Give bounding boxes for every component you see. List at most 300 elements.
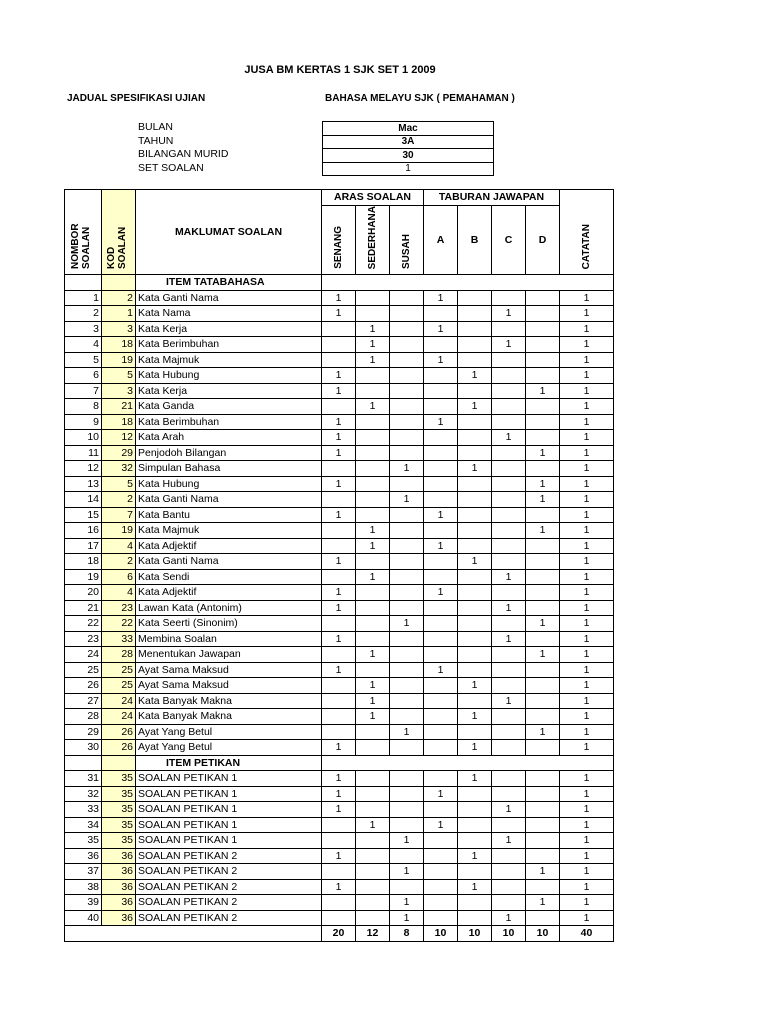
cell-b (458, 383, 492, 399)
cell-senang (322, 352, 356, 368)
cell-b: 1 (458, 740, 492, 756)
cell-nombor: 34 (65, 817, 102, 833)
cell-susah (390, 306, 424, 322)
total-catatan: 40 (560, 926, 614, 942)
cell-maklumat: Kata Sendi (136, 569, 322, 585)
cell-maklumat: Kata Ganti Nama (136, 492, 322, 508)
cell-catatan: 1 (560, 740, 614, 756)
cell-b (458, 631, 492, 647)
cell-a (424, 848, 458, 864)
cell-catatan: 1 (560, 368, 614, 384)
cell-b (458, 445, 492, 461)
cell-b (458, 817, 492, 833)
cell-a (424, 740, 458, 756)
cell-sederhana (356, 771, 390, 787)
cell-susah (390, 678, 424, 694)
cell-sederhana (356, 507, 390, 523)
cell-c: 1 (492, 631, 526, 647)
cell-senang (322, 569, 356, 585)
cell-c (492, 895, 526, 911)
cell-kod: 2 (102, 492, 136, 508)
section-title: ITEM TATABAHASA (136, 275, 322, 291)
header-catatan-label: CATATAN (581, 223, 592, 269)
cell-nombor: 3 (65, 321, 102, 337)
cell-a (424, 864, 458, 880)
cell-c (492, 678, 526, 694)
cell-catatan: 1 (560, 461, 614, 477)
cell-d: 1 (526, 476, 560, 492)
cell-d: 1 (526, 724, 560, 740)
cell-sederhana (356, 864, 390, 880)
cell-d (526, 306, 560, 322)
cell-catatan: 1 (560, 399, 614, 415)
cell-senang: 1 (322, 848, 356, 864)
cell-c (492, 290, 526, 306)
table-row (65, 337, 614, 353)
table-row (65, 724, 614, 740)
cell-nombor: 20 (65, 585, 102, 601)
cell-a (424, 833, 458, 849)
cell-sederhana (356, 476, 390, 492)
cell-d (526, 740, 560, 756)
cell-sederhana (356, 445, 390, 461)
cell-maklumat: Kata Majmuk (136, 523, 322, 539)
cell-c (492, 461, 526, 477)
cell-a (424, 383, 458, 399)
cell-b (458, 895, 492, 911)
cell-a: 1 (424, 290, 458, 306)
cell-catatan: 1 (560, 786, 614, 802)
cell-kod: 35 (102, 802, 136, 818)
totals-empty (102, 926, 136, 942)
cell-catatan: 1 (560, 771, 614, 787)
cell-catatan: 1 (560, 569, 614, 585)
cell-d: 1 (526, 445, 560, 461)
header-taburan: TABURAN JAWAPAN (424, 190, 560, 206)
cell-susah: 1 (390, 910, 424, 926)
section-row (65, 755, 614, 771)
cell-maklumat: SOALAN PETIKAN 1 (136, 786, 322, 802)
cell-c: 1 (492, 306, 526, 322)
cell-d (526, 802, 560, 818)
cell-susah (390, 414, 424, 430)
cell-susah (390, 600, 424, 616)
cell-sederhana: 1 (356, 352, 390, 368)
cell-catatan: 1 (560, 864, 614, 880)
cell-c (492, 321, 526, 337)
info-value-bilangan: 30 (323, 149, 494, 163)
cell-senang: 1 (322, 290, 356, 306)
total-susah: 8 (390, 926, 424, 942)
header-aras: ARAS SOALAN (322, 190, 424, 206)
cell-sederhana: 1 (356, 709, 390, 725)
cell-susah (390, 585, 424, 601)
cell-c: 1 (492, 600, 526, 616)
cell-catatan: 1 (560, 306, 614, 322)
cell-maklumat: Ayat Yang Betul (136, 724, 322, 740)
cell-d (526, 600, 560, 616)
cell-maklumat: Membina Soalan (136, 631, 322, 647)
cell-b (458, 306, 492, 322)
cell-maklumat: SOALAN PETIKAN 2 (136, 910, 322, 926)
cell-a (424, 337, 458, 353)
cell-catatan: 1 (560, 802, 614, 818)
cell-maklumat: Kata Ganti Nama (136, 554, 322, 570)
cell-maklumat: Kata Nama (136, 306, 322, 322)
info-label-bilangan: BILANGAN MURID (138, 148, 229, 160)
cell-kod: 2 (102, 290, 136, 306)
cell-kod: 26 (102, 724, 136, 740)
cell-c (492, 585, 526, 601)
cell-catatan: 1 (560, 662, 614, 678)
header-kod (102, 190, 136, 275)
cell-sederhana (356, 833, 390, 849)
cell-sederhana (356, 802, 390, 818)
cell-kod: 3 (102, 383, 136, 399)
cell-maklumat: Kata Hubung (136, 368, 322, 384)
cell-b (458, 693, 492, 709)
cell-nombor: 1 (65, 290, 102, 306)
cell-d (526, 399, 560, 415)
cell-senang: 1 (322, 802, 356, 818)
table-row (65, 321, 614, 337)
cell-a (424, 492, 458, 508)
cell-c (492, 507, 526, 523)
header-maklumat: MAKLUMAT SOALAN (136, 190, 322, 275)
cell-nombor: 39 (65, 895, 102, 911)
cell-sederhana (356, 306, 390, 322)
cell-kod: 32 (102, 461, 136, 477)
cell-maklumat: Ayat Yang Betul (136, 740, 322, 756)
cell-sederhana (356, 430, 390, 446)
cell-susah (390, 507, 424, 523)
section-empty (102, 275, 136, 291)
cell-b (458, 802, 492, 818)
table-row (65, 662, 614, 678)
header-c: C (492, 205, 526, 274)
table-row (65, 538, 614, 554)
cell-nombor: 11 (65, 445, 102, 461)
table-row (65, 879, 614, 895)
cell-a (424, 879, 458, 895)
cell-catatan: 1 (560, 585, 614, 601)
cell-catatan: 1 (560, 848, 614, 864)
cell-senang: 1 (322, 554, 356, 570)
header-susah (390, 205, 424, 274)
cell-b: 1 (458, 879, 492, 895)
cell-c (492, 538, 526, 554)
cell-b (458, 290, 492, 306)
document-title: JUSA BM KERTAS 1 SJK SET 1 2009 (244, 64, 436, 76)
cell-a: 1 (424, 352, 458, 368)
cell-c (492, 523, 526, 539)
cell-b (458, 600, 492, 616)
header-nombor (65, 190, 102, 275)
cell-susah (390, 848, 424, 864)
cell-kod: 4 (102, 538, 136, 554)
cell-susah (390, 368, 424, 384)
cell-c (492, 786, 526, 802)
cell-susah (390, 786, 424, 802)
cell-b: 1 (458, 461, 492, 477)
cell-kod: 1 (102, 306, 136, 322)
cell-a: 1 (424, 786, 458, 802)
cell-senang (322, 910, 356, 926)
cell-d (526, 693, 560, 709)
cell-kod: 36 (102, 910, 136, 926)
cell-susah (390, 709, 424, 725)
cell-susah (390, 538, 424, 554)
cell-a (424, 724, 458, 740)
table-row (65, 895, 614, 911)
cell-susah: 1 (390, 616, 424, 632)
cell-maklumat: Kata Adjektif (136, 538, 322, 554)
info-value-box (322, 121, 494, 176)
cell-catatan: 1 (560, 833, 614, 849)
cell-catatan: 1 (560, 337, 614, 353)
cell-maklumat: Kata Adjektif (136, 585, 322, 601)
info-label-set: SET SOALAN (138, 161, 204, 174)
header-b: B (458, 205, 492, 274)
cell-d: 1 (526, 616, 560, 632)
table-body (65, 275, 614, 926)
table-row (65, 848, 614, 864)
cell-sederhana: 1 (356, 523, 390, 539)
table-row (65, 569, 614, 585)
cell-nombor: 6 (65, 368, 102, 384)
cell-c: 1 (492, 910, 526, 926)
cell-b (458, 414, 492, 430)
cell-nombor: 9 (65, 414, 102, 430)
cell-nombor: 37 (65, 864, 102, 880)
cell-d (526, 368, 560, 384)
cell-maklumat: SOALAN PETIKAN 2 (136, 848, 322, 864)
cell-sederhana (356, 631, 390, 647)
cell-maklumat: SOALAN PETIKAN 1 (136, 771, 322, 787)
cell-c (492, 647, 526, 663)
cell-b (458, 585, 492, 601)
cell-susah (390, 337, 424, 353)
section-empty (65, 275, 102, 291)
cell-senang (322, 337, 356, 353)
cell-c (492, 740, 526, 756)
cell-c (492, 724, 526, 740)
cell-sederhana: 1 (356, 817, 390, 833)
cell-a (424, 306, 458, 322)
cell-nombor: 2 (65, 306, 102, 322)
cell-maklumat: Lawan Kata (Antonim) (136, 600, 322, 616)
cell-d (526, 414, 560, 430)
cell-a (424, 461, 458, 477)
cell-senang: 1 (322, 740, 356, 756)
cell-kod: 12 (102, 430, 136, 446)
cell-kod: 6 (102, 569, 136, 585)
cell-sederhana (356, 461, 390, 477)
table-row (65, 430, 614, 446)
cell-susah (390, 554, 424, 570)
totals-empty (136, 926, 322, 942)
cell-maklumat: Ayat Sama Maksud (136, 662, 322, 678)
cell-kod: 33 (102, 631, 136, 647)
cell-d (526, 538, 560, 554)
cell-senang: 1 (322, 585, 356, 601)
cell-senang (322, 538, 356, 554)
cell-c (492, 414, 526, 430)
cell-maklumat: Menentukan Jawapan (136, 647, 322, 663)
cell-kod: 25 (102, 662, 136, 678)
cell-kod: 35 (102, 786, 136, 802)
cell-b (458, 724, 492, 740)
cell-sederhana: 1 (356, 647, 390, 663)
cell-nombor: 40 (65, 910, 102, 926)
cell-susah: 1 (390, 864, 424, 880)
cell-nombor: 32 (65, 786, 102, 802)
subject-heading: BAHASA MELAYU SJK ( PEMAHAMAN ) (325, 93, 515, 104)
header-d: D (526, 205, 560, 274)
table-row (65, 554, 614, 570)
cell-nombor: 30 (65, 740, 102, 756)
cell-maklumat: SOALAN PETIKAN 1 (136, 817, 322, 833)
cell-sederhana (356, 895, 390, 911)
cell-sederhana (356, 879, 390, 895)
cell-kod: 18 (102, 337, 136, 353)
cell-b (458, 476, 492, 492)
cell-kod: 22 (102, 616, 136, 632)
cell-a (424, 693, 458, 709)
table-row (65, 600, 614, 616)
section-row (65, 275, 614, 291)
cell-b (458, 910, 492, 926)
cell-nombor: 35 (65, 833, 102, 849)
cell-maklumat: Ayat Sama Maksud (136, 678, 322, 694)
cell-sederhana: 1 (356, 538, 390, 554)
cell-c (492, 817, 526, 833)
cell-catatan: 1 (560, 895, 614, 911)
cell-nombor: 38 (65, 879, 102, 895)
section-empty (322, 755, 614, 771)
cell-catatan: 1 (560, 321, 614, 337)
cell-a (424, 771, 458, 787)
cell-catatan: 1 (560, 693, 614, 709)
cell-d: 1 (526, 492, 560, 508)
cell-susah (390, 662, 424, 678)
cell-sederhana: 1 (356, 678, 390, 694)
cell-maklumat: Kata Banyak Makna (136, 693, 322, 709)
total-a: 10 (424, 926, 458, 942)
cell-nombor: 5 (65, 352, 102, 368)
cell-senang (322, 492, 356, 508)
cell-a: 1 (424, 507, 458, 523)
cell-nombor: 36 (65, 848, 102, 864)
cell-kod: 23 (102, 600, 136, 616)
header-sederhana (356, 205, 390, 274)
cell-kod: 7 (102, 507, 136, 523)
cell-b (458, 321, 492, 337)
cell-maklumat: Kata Hubung (136, 476, 322, 492)
cell-sederhana: 1 (356, 569, 390, 585)
cell-sederhana (356, 848, 390, 864)
cell-nombor: 29 (65, 724, 102, 740)
cell-senang (322, 523, 356, 539)
cell-catatan: 1 (560, 616, 614, 632)
cell-maklumat: Simpulan Bahasa (136, 461, 322, 477)
cell-d (526, 352, 560, 368)
cell-sederhana (356, 383, 390, 399)
cell-b (458, 538, 492, 554)
section-empty (65, 755, 102, 771)
cell-senang: 1 (322, 414, 356, 430)
cell-kod: 36 (102, 895, 136, 911)
table-row (65, 445, 614, 461)
cell-d (526, 337, 560, 353)
table-row (65, 864, 614, 880)
cell-a (424, 910, 458, 926)
cell-a (424, 709, 458, 725)
cell-kod: 4 (102, 585, 136, 601)
cell-b: 1 (458, 709, 492, 725)
table-row (65, 693, 614, 709)
cell-a: 1 (424, 414, 458, 430)
cell-susah (390, 352, 424, 368)
cell-kod: 35 (102, 833, 136, 849)
cell-nombor: 13 (65, 476, 102, 492)
table-row (65, 585, 614, 601)
cell-nombor: 8 (65, 399, 102, 415)
cell-b (458, 616, 492, 632)
cell-sederhana (356, 492, 390, 508)
cell-maklumat: SOALAN PETIKAN 1 (136, 833, 322, 849)
cell-susah (390, 445, 424, 461)
cell-nombor: 22 (65, 616, 102, 632)
cell-d (526, 678, 560, 694)
cell-senang: 1 (322, 662, 356, 678)
table-row (65, 740, 614, 756)
cell-catatan: 1 (560, 647, 614, 663)
cell-maklumat: SOALAN PETIKAN 2 (136, 895, 322, 911)
cell-susah (390, 740, 424, 756)
cell-catatan: 1 (560, 709, 614, 725)
cell-nombor: 10 (65, 430, 102, 446)
header-senang (322, 205, 356, 274)
cell-senang (322, 895, 356, 911)
cell-d: 1 (526, 864, 560, 880)
cell-sederhana (356, 290, 390, 306)
cell-nombor: 31 (65, 771, 102, 787)
cell-kod: 21 (102, 399, 136, 415)
cell-d (526, 771, 560, 787)
cell-a (424, 476, 458, 492)
spec-table-heading: JADUAL SPESIFIKASI UJIAN (67, 93, 206, 104)
cell-b (458, 352, 492, 368)
cell-a (424, 445, 458, 461)
cell-kod: 19 (102, 352, 136, 368)
cell-c: 1 (492, 833, 526, 849)
table-row (65, 290, 614, 306)
table-row (65, 507, 614, 523)
cell-d (526, 507, 560, 523)
cell-c (492, 771, 526, 787)
cell-maklumat: Kata Kerja (136, 383, 322, 399)
cell-nombor: 27 (65, 693, 102, 709)
cell-sederhana: 1 (356, 337, 390, 353)
cell-catatan: 1 (560, 724, 614, 740)
cell-susah (390, 647, 424, 663)
cell-kod: 24 (102, 709, 136, 725)
cell-b (458, 864, 492, 880)
cell-catatan: 1 (560, 430, 614, 446)
cell-catatan: 1 (560, 600, 614, 616)
cell-nombor: 24 (65, 647, 102, 663)
